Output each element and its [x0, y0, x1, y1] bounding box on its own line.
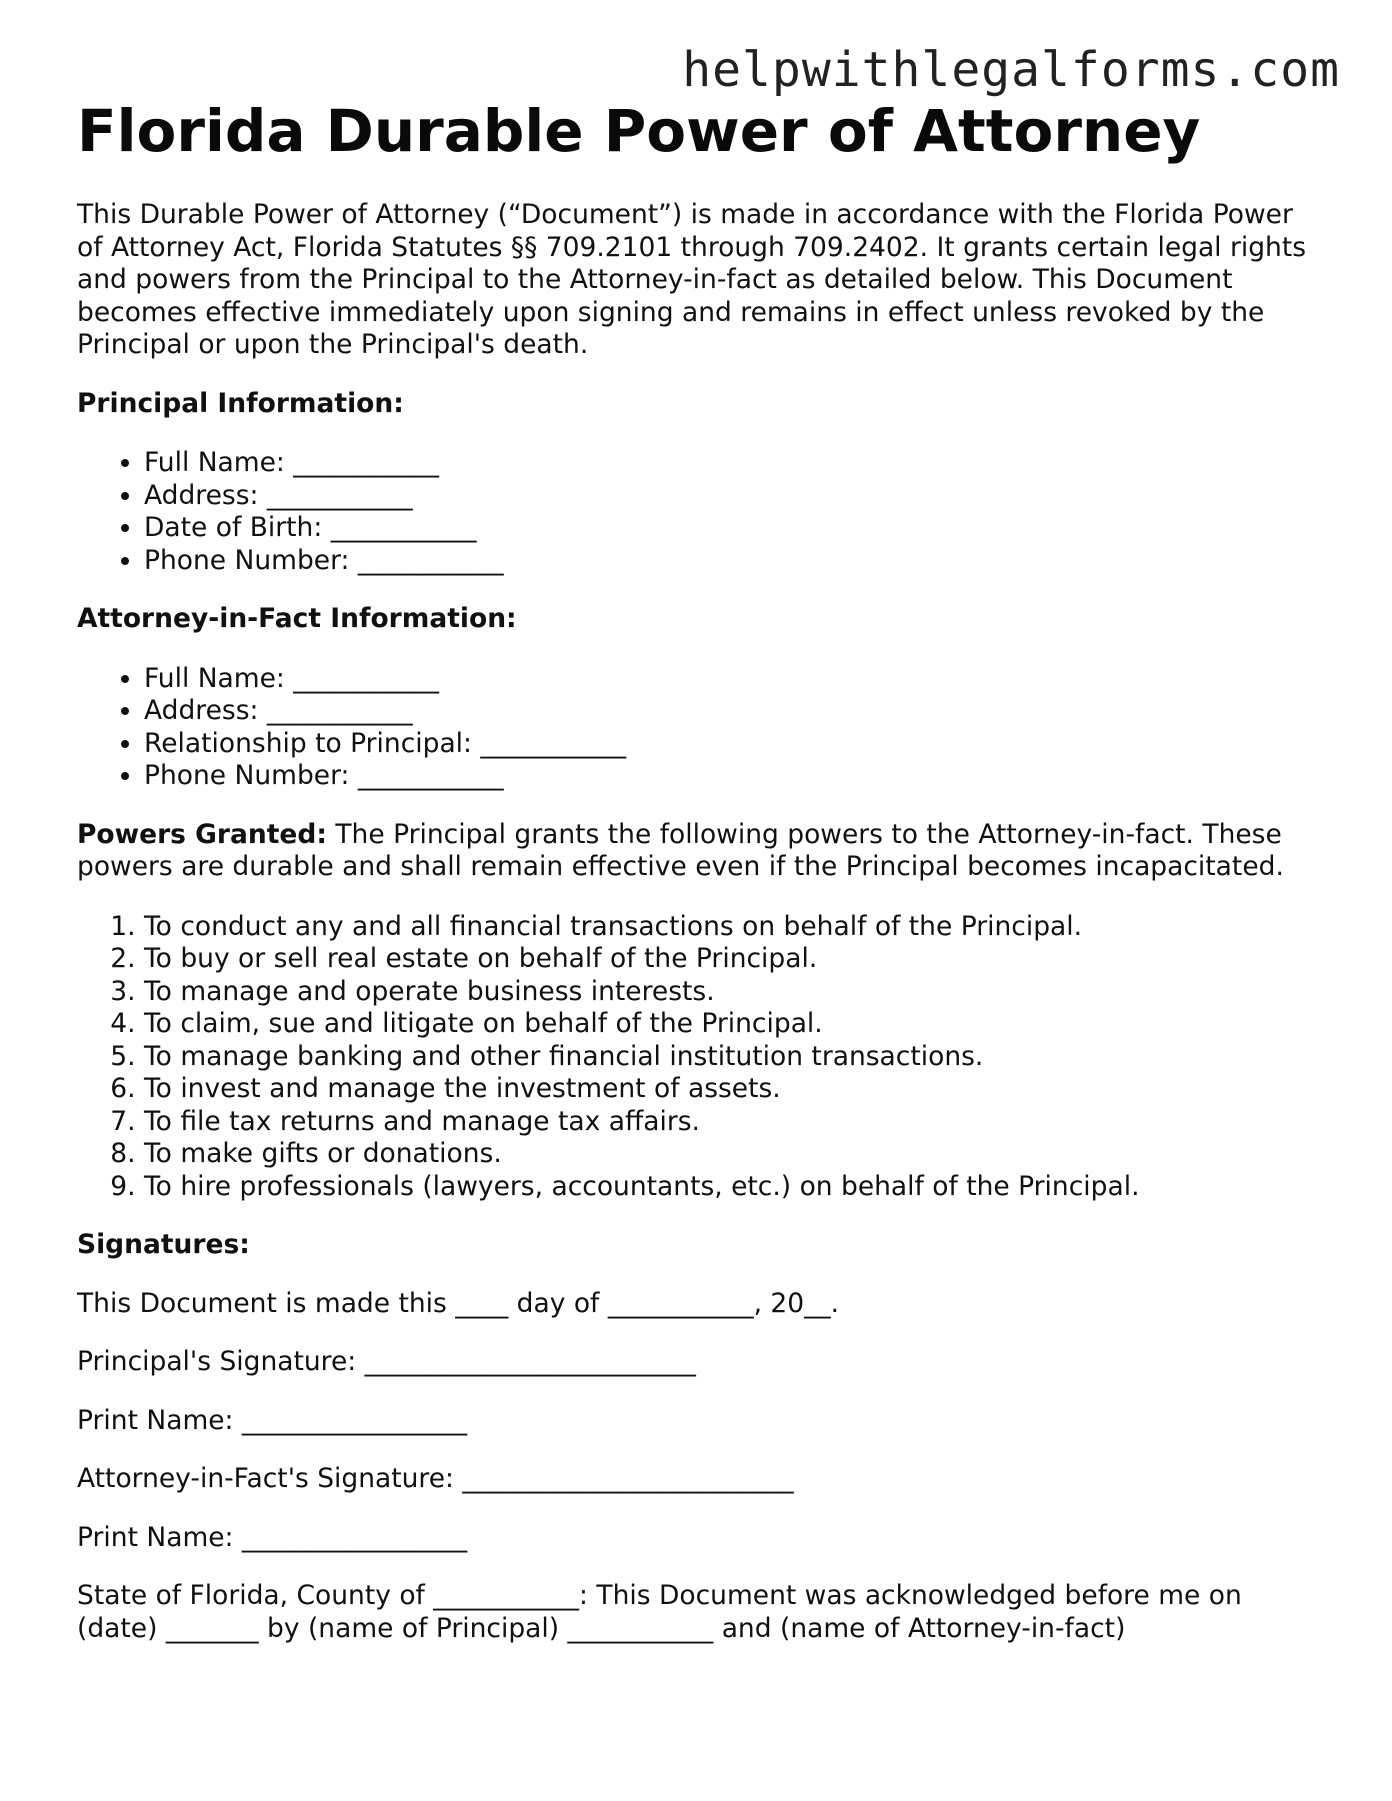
document-body [77, 95, 1317, 1645]
principal-signature-line: Principal's Signature: _________________________ [77, 1346, 696, 1377]
page-title: Florida Durable Power of Attorney [77, 97, 1201, 165]
attorney-info-heading: Attorney-in-Fact Information: [77, 603, 517, 634]
power-item: 8. To make gifts or donations. [144, 1138, 1317, 1171]
attorney-phone-field: • Phone Number: ___________ [144, 760, 1317, 793]
principal-address-field: • Address: ___________ [144, 480, 1317, 513]
signatures-heading: Signatures: [77, 1229, 250, 1260]
attorney-relationship-field: • Relationship to Principal: ___________ [144, 728, 1317, 761]
principal-phone-field: • Phone Number: ___________ [144, 545, 1317, 578]
power-item: 3. To manage and operate business interests. [144, 976, 1317, 1009]
principal-full-name-field: • Full Name: ___________ [144, 447, 1317, 480]
attorney-full-name-field: • Full Name: ___________ [144, 663, 1317, 696]
principal-info-heading: Principal Information: [77, 387, 404, 419]
power-item: 1. To conduct any and all financial transactions on behalf of the Principal. [144, 911, 1317, 944]
attorney-address-field: • Address: ___________ [144, 695, 1317, 728]
principal-dob-field: • Date of Birth: ___________ [144, 512, 1317, 545]
attorney-signature-line: Attorney-in-Fact's Signature: _________________________ [77, 1463, 794, 1494]
attorney-info-list [77, 663, 1317, 793]
site-watermark: helpwithlegalforms.com [682, 42, 1340, 98]
powers-granted-label: Powers Granted: [77, 818, 327, 850]
principal-info-list [77, 447, 1317, 577]
powers-list [77, 911, 1317, 1204]
power-item: 6. To invest and manage the investment of assets. [144, 1073, 1317, 1106]
attorney-print-name-line: Print Name: _________________ [77, 1521, 468, 1553]
power-item: 2. To buy or sell real estate on behalf of the Principal. [144, 943, 1317, 976]
power-item: 5. To manage banking and other financial institution transactions. [144, 1041, 1317, 1074]
principal-print-name-line: Print Name: _________________ [77, 1404, 468, 1436]
powers-granted-text: The Principal grants the following powers to the Attorney-in-fact. These powers are durable and shall remain effective even if the Principal becomes incapacitated. [77, 818, 1284, 882]
powers-granted-paragraph [77, 819, 1317, 884]
intro-paragraph: This Durable Power of Attorney (“Document”) is made in accordance with the Florida Power of Attorney Act, Florida Statutes §§ 709.2101 through 709.2402. It grants certain legal rights and powers from the Principal to the Attorney-in-fact as detailed below. This Document becomes effective immediately upon signing and remains in effect unless revoked by the Principal or upon the Principal's death. [77, 199, 1307, 360]
notary-acknowledgment: State of Florida, County of ___________: This Document was acknowledged before me on (date) _______ by (name of Principal) ___________ and (name of Attorney-in-fact) [77, 1580, 1242, 1644]
document-date-line: This Document is made this ____ day of ___________, 20__. [77, 1287, 840, 1319]
power-item: 9. To hire professionals (lawyers, accountants, etc.) on behalf of the Principal. [144, 1171, 1317, 1204]
power-item: 7. To file tax returns and manage tax affairs. [144, 1106, 1317, 1139]
power-item: 4. To claim, sue and litigate on behalf of the Principal. [144, 1008, 1317, 1041]
